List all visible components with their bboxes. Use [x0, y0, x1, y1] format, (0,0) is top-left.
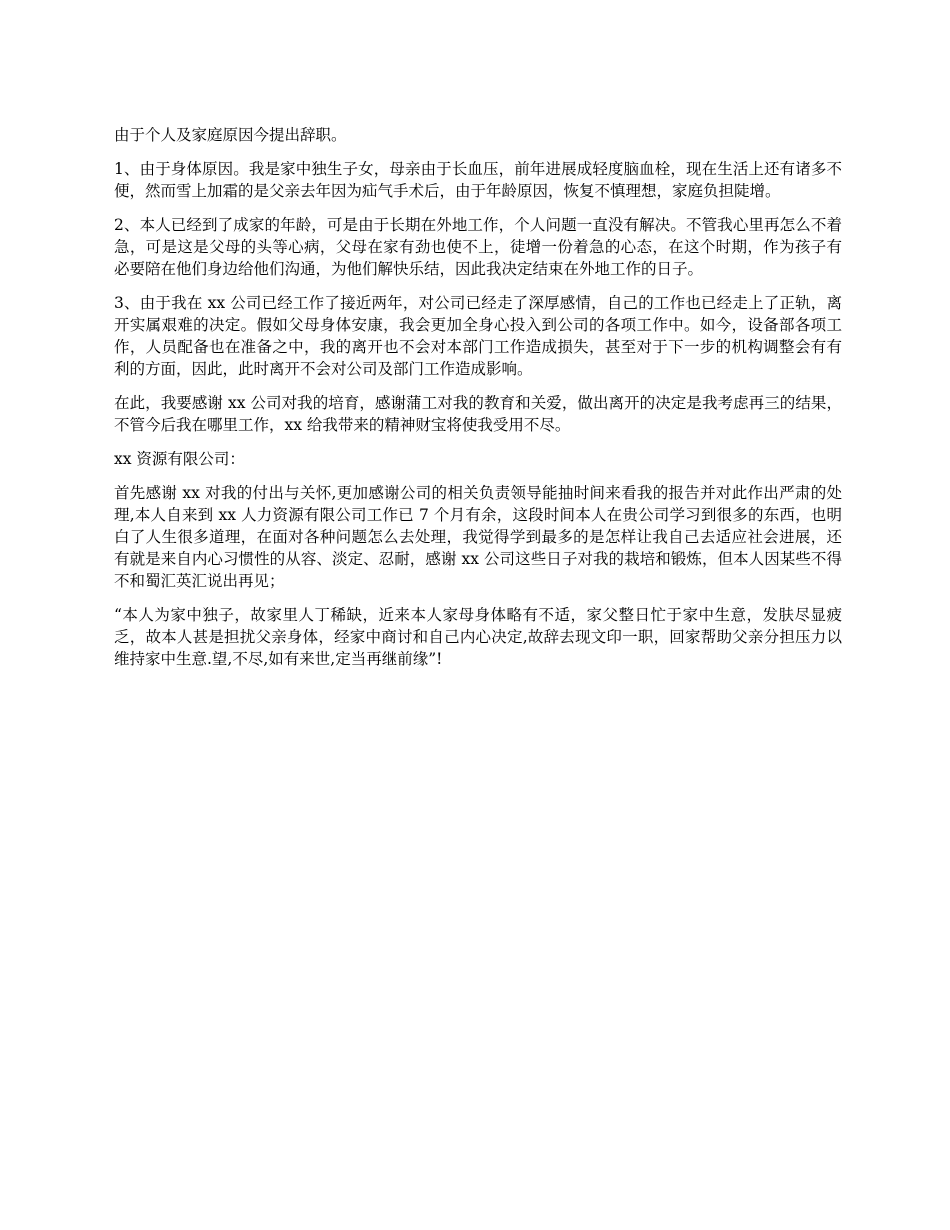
paragraph-reason-1: 1、由于身体原因。我是家中独生子女，母亲由于长血压，前年进展成轻度脑血栓，现在生活上还有诸多不便，然而雪上加霜的是父亲去年因为疝气手术后，由于年龄原因，恢复不慎理想，家庭负担陡增。 — [114, 160, 842, 200]
paragraph-intro: 由于个人及家庭原因今提出辞职。 — [114, 126, 347, 144]
paragraph-reason-2: 2、本人已经到了成家的年龄，可是由于长期在外地工作，个人问题一直没有解决。不管我心里再怎么不着急，可是这是父母的头等心病，父母在家有劲也使不上，徒增一份着急的心态，在这个时期，作为孩子有必要陪在他们身边给他们沟通，为他们解快乐结，因此我决定结束在外地工作的日子。 — [114, 216, 842, 278]
paragraph-quote: “本人为家中独子，故家里人丁稀缺，近来本人家母身体略有不适，家父整日忙于家中生意，发肤尽显疲乏，故本人甚是担扰父亲身体，经家中商讨和自己内心决定,故辞去现文印一职，回家帮助父亲分担压力以维持家中生意.望,不尽,如有来世,定当再继前缘”! — [114, 606, 842, 668]
paragraph-letter-body: 首先感谢 xx 对我的付出与关怀,更加感谢公司的相关负责领导能抽时间来看我的报告并对此作出严肃的处理,本人自来到 xx 人力资源有限公司工作已 7 个月有余，这段时间本人在贵公司学习到很多的东西，也明白了人生很多道理，在面对各种问题怎么去处理，我觉得学到最多的是怎样让我自己去适应社会进展，还有就是来自内心习惯性的从容、淡定、忍耐，感谢 xx 公司这些日子对我的栽培和锻炼，但本人因某些不得不和蜀汇英汇说出再见； — [114, 484, 842, 590]
paragraph-thanks: 在此，我要感谢 xx 公司对我的培育，感谢蒲工对我的教育和关爱，做出离开的决定是我考虑再三的结果，不管今后我在哪里工作，xx 给我带来的精神财宝将使我受用不尽。 — [114, 394, 842, 434]
paragraph-reason-3: 3、由于我在 xx 公司已经工作了接近两年，对公司已经走了深厚感情，自己的工作也已经走上了正轨，离开实属艰难的决定。假如父母身体安康，我会更加全身心投入到公司的各项工作中。如今，设备部各项工作，人员配备也在准备之中，我的离开也不会对本部门工作造成损失，甚至对于下一步的机构调整会有有利的方面，因此，此时离开不会对公司及部门工作造成影响。 — [114, 294, 842, 378]
paragraph-salutation: xx 资源有限公司： — [114, 450, 245, 468]
document-body — [114, 124, 842, 682]
